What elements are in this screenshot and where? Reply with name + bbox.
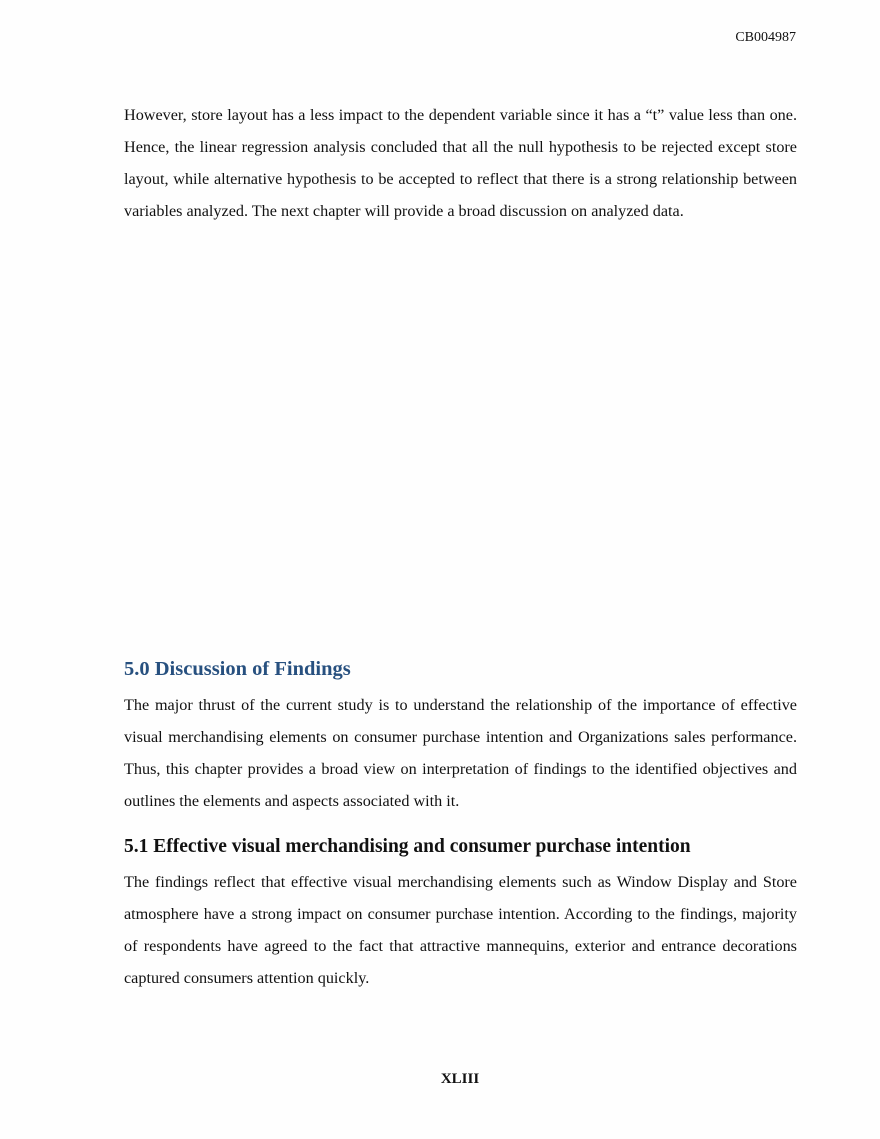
document-id: CB004987 xyxy=(735,30,796,45)
section-heading-discussion: 5.0 Discussion of Findings xyxy=(124,658,351,680)
effective-vm-paragraph: The findings reflect that effective visual merchandising elements such as Window Display and Store atmosphere have a strong impact on consumer purchase intention. According to the findings, majority of respondents have agreed to the fact that attractive mannequins, exterior and entrance decorations captured consumers attention quickly. xyxy=(124,873,797,987)
page-number: XLIII xyxy=(440,1071,480,1087)
intro-paragraph: However, store layout has a less impact to the dependent variable since it has a “t” value less than one. Hence, the linear regression analysis concluded that all the null hypothesis to be rejected except store layout, while alternative hypothesis to be accepted to reflect that there is a strong relationship between variables analyzed. The next chapter will provide a broad discussion on analyzed data. xyxy=(124,106,797,220)
discussion-paragraph: The major thrust of the current study is to understand the relationship of the importance of effective visual merchandising elements on consumer purchase intention and Organizations sales performance. Thus, this chapter provides a broad view on interpretation of findings to the identified objectives and outlines the elements and aspects associated with it. xyxy=(124,696,797,810)
section-heading-effective-vm: 5.1 Effective visual merchandising and consumer purchase intention xyxy=(124,836,691,857)
